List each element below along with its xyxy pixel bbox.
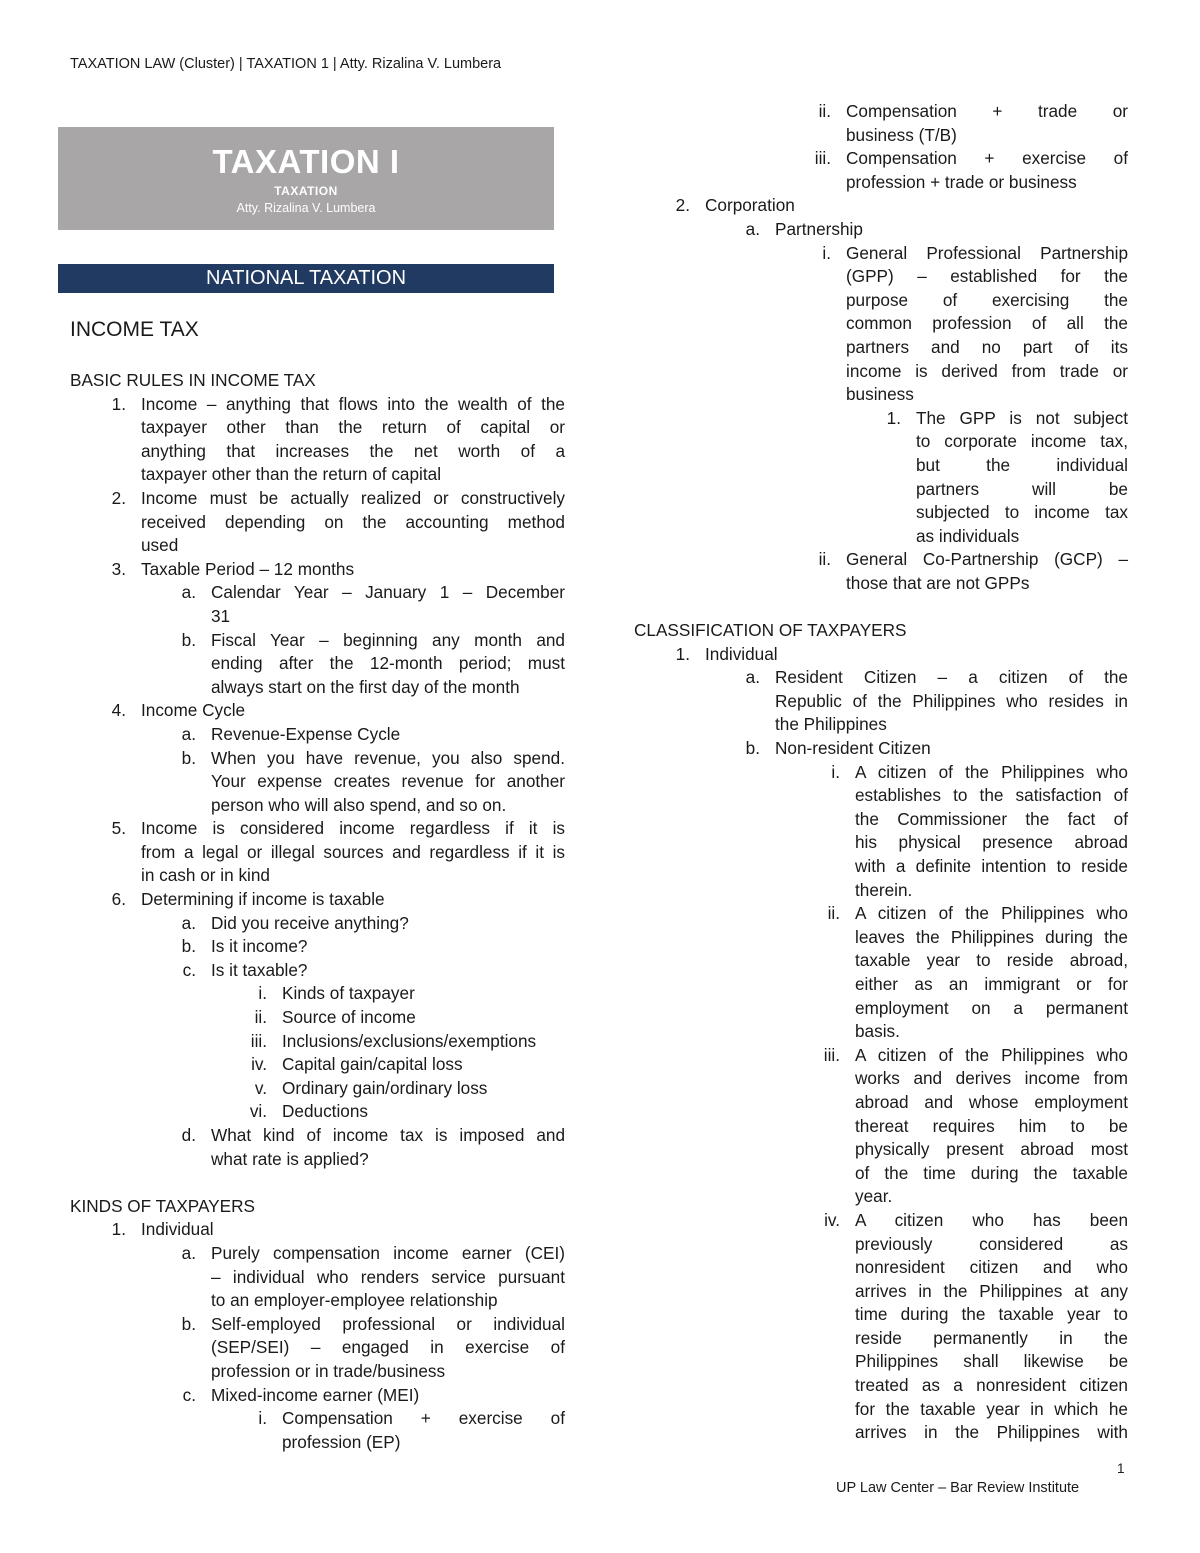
list-marker: a. [181, 582, 196, 603]
line-text: common profession of all the [846, 313, 1128, 334]
outline-line [634, 1044, 1128, 1068]
blank-line [70, 1171, 565, 1195]
outline-line [70, 463, 565, 487]
line-text: A citizen who has been [855, 1209, 1128, 1230]
outline-line [634, 1020, 1128, 1044]
line-text: Partnership [775, 218, 863, 239]
outline-line [634, 501, 1128, 525]
line-text: Kinds of taxpayer [282, 983, 415, 1004]
line-text: in cash or in kind [141, 865, 270, 886]
line-text: his physical presence abroad [855, 832, 1128, 853]
outline-line [70, 1242, 565, 1266]
list-marker: 6. [111, 889, 126, 910]
subheading-line [70, 369, 565, 393]
line-text: What kind of income tax is imposed and [211, 1125, 565, 1145]
outline-line [634, 1256, 1128, 1280]
section-heading: INCOME TAX [70, 318, 199, 341]
line-text: time during the taxable year to [855, 1304, 1128, 1325]
outline-line [70, 1148, 565, 1172]
outline-line [70, 416, 565, 440]
line-text: establishes to the satisfaction of [855, 785, 1128, 806]
outline-line [634, 997, 1128, 1021]
outline-line [70, 605, 565, 629]
outline-line [634, 1327, 1128, 1351]
outline-line [70, 440, 565, 464]
outline-line [634, 1233, 1128, 1257]
line-text: basis. [855, 1021, 900, 1042]
line-text: of the time during the taxable [855, 1162, 1128, 1183]
list-marker: 1. [886, 407, 901, 428]
line-text: reside permanently in the [855, 1327, 1128, 1348]
outline-line [70, 747, 565, 771]
blank-line [634, 595, 1128, 619]
line-text: General Co-Partnership (GCP) – [846, 549, 1128, 570]
footer: UP Law Center – Bar Review Institute [836, 1480, 1080, 1496]
outline-line [70, 558, 565, 582]
line-text: taxpayer other than the return of capital or [141, 417, 565, 438]
line-text: works and derives income from [855, 1068, 1128, 1089]
line-text: (SEP/SEI) – engaged in exercise of [211, 1337, 565, 1358]
line-text: Compensation + exercise of [282, 1408, 565, 1429]
line-text: Income Cycle [141, 700, 246, 721]
outline-line [70, 393, 565, 417]
line-text: from a legal or illegal sources and regardless if it is [141, 841, 565, 862]
line-text: those that are not GPPs [846, 572, 1030, 593]
section-bar: NATIONAL TAXATION [58, 264, 554, 293]
list-marker: a. [181, 723, 196, 744]
outline-line [70, 982, 565, 1006]
line-text: used [141, 535, 179, 556]
line-text: profession or in trade/business [211, 1360, 446, 1381]
line-text: either as an immigrant or for [855, 973, 1128, 994]
outline-line [634, 926, 1128, 950]
outline-line [634, 879, 1128, 903]
outline-line [634, 1350, 1128, 1374]
list-marker: a. [745, 667, 760, 688]
list-marker: a. [745, 218, 760, 239]
list-marker: iii. [814, 148, 831, 169]
list-marker: 4. [111, 700, 126, 721]
line-text: Your expense creates revenue for another [211, 771, 565, 792]
outline-line [70, 1218, 565, 1242]
line-text: nonresident citizen and who [855, 1257, 1128, 1278]
outline-line [70, 511, 565, 535]
outline-line [70, 1289, 565, 1313]
list-marker: d. [181, 1125, 196, 1145]
line-text: always start on the first day of the month [211, 676, 520, 697]
list-marker: ii. [818, 101, 831, 121]
line-text: Income is considered income regardless if it is [141, 818, 565, 839]
line-text: Republic of the Philippines who resides in [775, 690, 1128, 711]
outline-line [634, 855, 1128, 879]
line-text: with a definite intention to reside [855, 856, 1128, 876]
outline-line [634, 737, 1128, 761]
list-marker: 2. [111, 487, 126, 508]
list-marker: iii. [823, 1044, 840, 1065]
line-text: anything that increases the net worth of a [141, 440, 565, 461]
subheading-line [634, 619, 1128, 643]
line-text: person who will also spend, and so on. [211, 794, 507, 815]
outline-line [70, 770, 565, 794]
line-text: BASIC RULES IN INCOME TAX [70, 370, 316, 390]
line-text: Deductions [282, 1101, 368, 1122]
line-text: A citizen of the Philippines who [855, 761, 1128, 782]
list-marker: a. [181, 1242, 196, 1263]
outline-line [634, 548, 1128, 572]
line-text: Did you receive anything? [211, 912, 409, 933]
line-text: but the individual [916, 454, 1128, 475]
line-text: received depending on the accounting method [141, 511, 565, 532]
outline-line [70, 1077, 565, 1101]
line-text: A citizen of the Philippines who [855, 903, 1128, 924]
outline-line [70, 959, 565, 983]
line-text: partners and no part of its [846, 336, 1128, 357]
line-text: taxpayer other than the return of capital [141, 464, 442, 485]
outline-line [634, 147, 1128, 171]
line-text: thereat requires him to be [855, 1115, 1128, 1136]
list-marker: c. [182, 959, 196, 980]
outline-line [70, 487, 565, 511]
list-marker: 1. [111, 1219, 126, 1240]
list-marker: 1. [675, 643, 690, 664]
line-text: KINDS OF TAXPAYERS [70, 1195, 255, 1216]
line-text: therein. [855, 879, 913, 900]
outline-line [634, 1138, 1128, 1162]
line-text: Individual [705, 643, 778, 664]
line-text: Non-resident Citizen [775, 738, 931, 759]
outline-line [634, 1067, 1128, 1091]
outline-line [634, 690, 1128, 714]
outline-line [70, 1053, 565, 1077]
right-column [634, 100, 1128, 1445]
outline-line [634, 336, 1128, 360]
line-text: Individual [141, 1219, 214, 1240]
outline-line [70, 1431, 565, 1455]
outline-line [70, 1407, 565, 1431]
outline-line [634, 454, 1128, 478]
line-text: leaves the Philippines during the [855, 926, 1128, 947]
line-text: business [846, 384, 914, 405]
outline-line [634, 666, 1128, 690]
line-text: to an employer-employee relationship [211, 1290, 498, 1311]
page-number: 1 [1117, 1461, 1125, 1476]
list-marker: 3. [111, 558, 126, 579]
list-marker: i. [258, 983, 267, 1004]
outline-line [634, 1421, 1128, 1445]
outline-line [634, 1209, 1128, 1233]
line-text: Inclusions/exclusions/exemptions [282, 1030, 537, 1051]
outline-line [70, 1030, 565, 1054]
outline-line [634, 289, 1128, 313]
line-text: Philippines shall likewise be [855, 1351, 1128, 1372]
line-text: Income – anything that flows into the wealth of the [141, 393, 565, 414]
line-text: 31 [211, 605, 231, 626]
subheading-line [70, 1195, 565, 1219]
outline-line [634, 478, 1128, 502]
list-marker: i. [831, 761, 840, 782]
line-text: Determining if income is taxable [141, 889, 385, 910]
outline-line [634, 572, 1128, 596]
line-text: A citizen of the Philippines who [855, 1044, 1128, 1065]
outline-line [634, 973, 1128, 997]
outline-line [634, 1303, 1128, 1327]
list-marker: i. [258, 1408, 267, 1429]
title-box [58, 127, 554, 230]
document-author: Atty. Rizalina V. Lumbera [236, 201, 376, 215]
line-text: income is derived from trade or [846, 360, 1128, 381]
line-text: – individual who renders service pursuant [211, 1266, 565, 1287]
outline-line [634, 1091, 1128, 1115]
outline-line [634, 643, 1128, 667]
outline-line [70, 1100, 565, 1124]
outline-line [70, 912, 565, 936]
list-marker: b. [181, 936, 196, 957]
list-marker: b. [181, 747, 196, 768]
outline-line [634, 171, 1128, 195]
list-marker: 2. [675, 195, 690, 216]
line-text: Capital gain/capital loss [282, 1054, 463, 1075]
line-text: General Professional Partnership [846, 242, 1128, 263]
line-text: for the taxable year in which he [855, 1398, 1128, 1419]
line-text: Resident Citizen – a citizen of the [775, 667, 1128, 688]
line-text: taxable year to reside abroad, [855, 950, 1128, 971]
line-text: Self-employed professional or individual [211, 1313, 565, 1334]
outline-line [70, 1124, 565, 1148]
list-marker: iii. [250, 1030, 267, 1051]
line-text: Ordinary gain/ordinary loss [282, 1077, 488, 1098]
list-marker: a. [181, 912, 196, 933]
document-title: TAXATION I [212, 143, 400, 180]
outline-line [70, 723, 565, 747]
line-text: to corporate income tax, [916, 431, 1128, 452]
outline-line [634, 265, 1128, 289]
line-text: profession + trade or business [846, 171, 1077, 192]
line-text: Fiscal Year – beginning any month and [211, 629, 565, 650]
line-text: employment on a permanent [855, 997, 1128, 1018]
line-text: ending after the 12-month period; must [211, 653, 565, 674]
outline-line [70, 581, 565, 605]
line-text: Mixed-income earner (MEI) [211, 1384, 420, 1405]
list-marker: b. [745, 738, 760, 759]
outline-line [634, 360, 1128, 384]
line-text: Compensation + trade or [846, 101, 1128, 121]
outline-line [634, 761, 1128, 785]
line-text: Is it taxable? [211, 959, 308, 980]
list-marker: b. [181, 629, 196, 650]
list-marker: vi. [249, 1101, 267, 1122]
outline-line [70, 1384, 565, 1408]
outline-line [70, 1360, 565, 1384]
line-text: year. [855, 1186, 893, 1207]
document-subtitle: TAXATION [274, 184, 338, 198]
line-text: profession (EP) [282, 1431, 401, 1452]
line-text: Calendar Year – January 1 – December [211, 582, 565, 603]
line-text: previously considered as [855, 1233, 1128, 1254]
running-header: TAXATION LAW (Cluster) | TAXATION 1 | Atty. Rizalina V. Lumbera [70, 56, 502, 72]
left-column [70, 369, 565, 1454]
outline-line [634, 1185, 1128, 1209]
line-text: as individuals [916, 525, 1020, 546]
line-text: abroad and whose employment [855, 1091, 1128, 1112]
outline-line [70, 629, 565, 653]
outline-line [634, 218, 1128, 242]
line-text: the Philippines [775, 714, 887, 735]
outline-line [634, 312, 1128, 336]
outline-line [70, 1006, 565, 1030]
outline-line [634, 430, 1128, 454]
line-text: arrives in the Philippines at any [855, 1280, 1128, 1301]
outline-line [634, 383, 1128, 407]
outline-line [634, 831, 1128, 855]
outline-line [634, 100, 1128, 124]
outline-line [634, 1398, 1128, 1422]
line-text: (GPP) – established for the [846, 266, 1128, 287]
outline-line [634, 194, 1128, 218]
outline-line [70, 841, 565, 865]
outline-line [70, 534, 565, 558]
list-marker: 5. [111, 818, 126, 839]
line-text: business (T/B) [846, 124, 957, 145]
outline-line [634, 1280, 1128, 1304]
outline-line [634, 1374, 1128, 1398]
list-marker: iv. [824, 1209, 840, 1230]
outline-line [634, 1115, 1128, 1139]
outline-line [70, 1313, 565, 1337]
outline-line [634, 713, 1128, 737]
outline-line [634, 242, 1128, 266]
list-marker: v. [254, 1077, 267, 1098]
outline-line [70, 676, 565, 700]
line-text: Compensation + exercise of [846, 148, 1128, 169]
outline-line [70, 817, 565, 841]
line-text: When you have revenue, you also spend. [211, 747, 565, 768]
line-text: Revenue-Expense Cycle [211, 723, 401, 744]
line-text: Is it income? [211, 936, 308, 957]
line-text: treated as a nonresident citizen [855, 1375, 1128, 1396]
line-text: Corporation [705, 195, 795, 216]
list-marker: ii. [254, 1007, 267, 1028]
line-text: Income must be actually realized or constructively [141, 487, 565, 508]
list-marker: i. [822, 242, 831, 263]
line-text: the Commissioner the fact of [855, 808, 1128, 829]
line-text: Taxable Period – 12 months [141, 558, 355, 579]
outline-line [634, 784, 1128, 808]
outline-line [634, 949, 1128, 973]
outline-line [634, 407, 1128, 431]
outline-line [70, 699, 565, 723]
outline-line [634, 902, 1128, 926]
line-text: partners will be [916, 478, 1128, 499]
list-marker: iv. [251, 1054, 267, 1075]
outline-line [70, 794, 565, 818]
list-marker: b. [181, 1313, 196, 1334]
outline-line [70, 864, 565, 888]
outline-line [70, 652, 565, 676]
outline-line [70, 935, 565, 959]
list-marker: ii. [827, 903, 840, 924]
outline-line [634, 808, 1128, 832]
outline-line [634, 124, 1128, 148]
line-text: Source of income [282, 1007, 416, 1028]
line-text: what rate is applied? [211, 1148, 369, 1169]
list-marker: 1. [111, 393, 126, 414]
list-marker: c. [182, 1384, 196, 1405]
line-text: physically present abroad most [855, 1139, 1128, 1160]
line-text: Purely compensation income earner (CEI) [211, 1242, 565, 1263]
list-marker: ii. [818, 549, 831, 570]
outline-line [70, 1336, 565, 1360]
outline-line [70, 1266, 565, 1290]
line-text: subjected to income tax [916, 502, 1128, 523]
line-text: purpose of exercising the [846, 289, 1128, 310]
line-text: The GPP is not subject [916, 407, 1128, 428]
outline-line [634, 525, 1128, 549]
line-text: arrives in the Philippines with [855, 1422, 1128, 1443]
outline-line [70, 888, 565, 912]
line-text: CLASSIFICATION OF TAXPAYERS [634, 620, 907, 641]
outline-line [634, 1162, 1128, 1186]
